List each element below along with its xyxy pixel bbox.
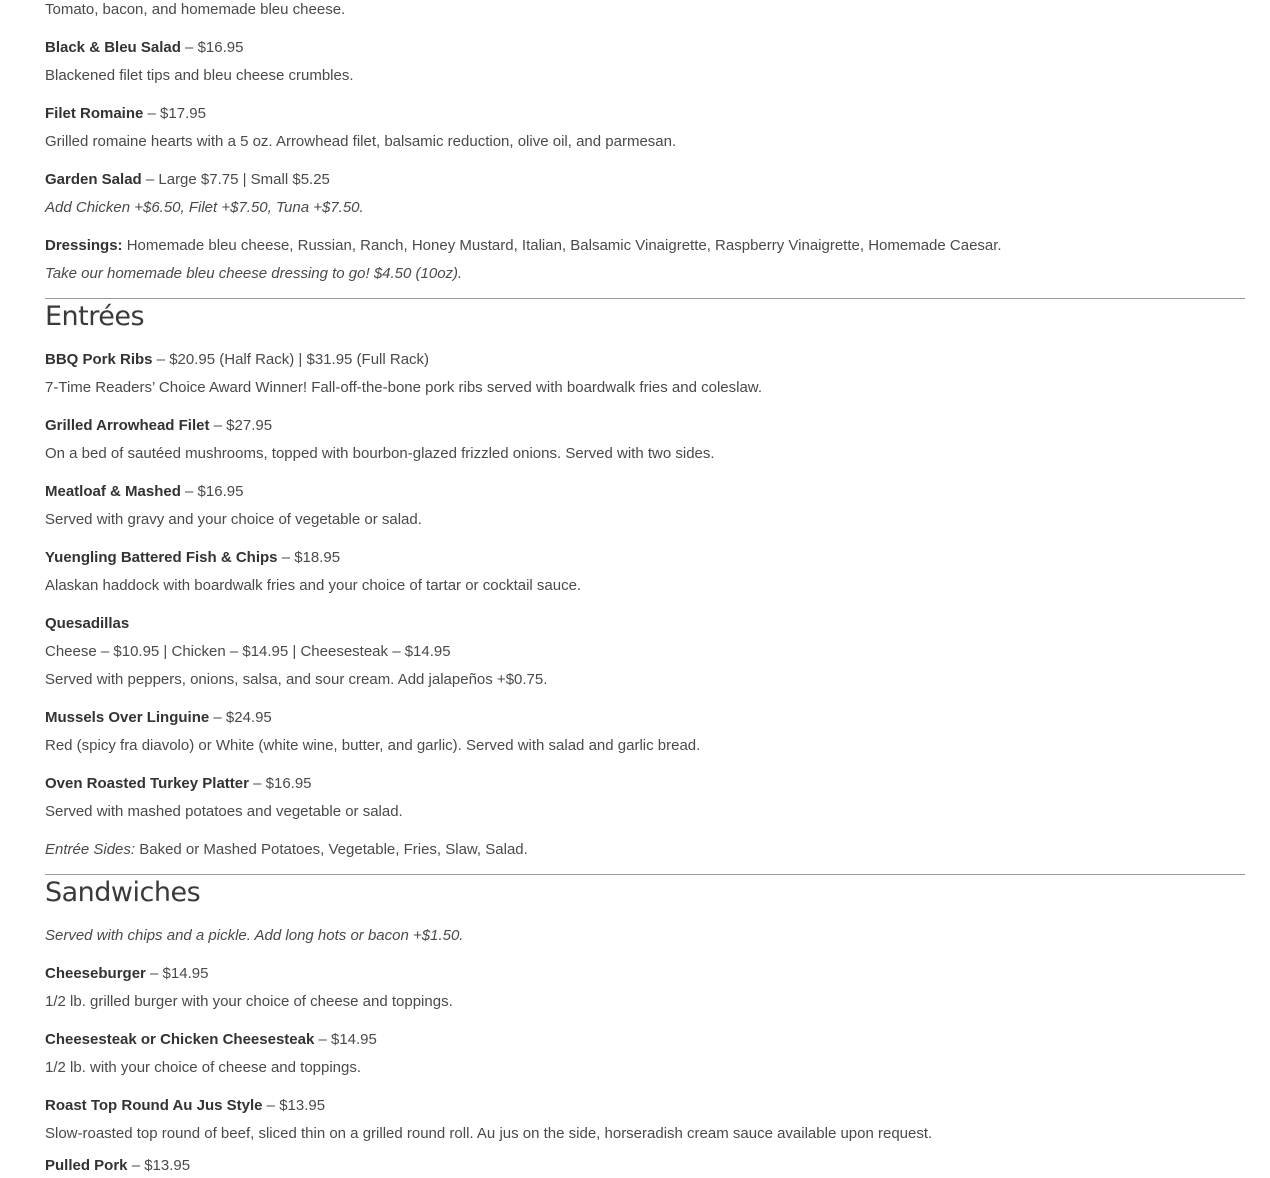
item-price: – $27.95 xyxy=(209,417,273,434)
item-price: – $24.95 xyxy=(209,709,272,726)
dressing-to-go-note: Take our homemade bleu cheese dressing to go! $4.50 (10oz). xyxy=(45,265,463,282)
menu-item-garden-salad xyxy=(45,170,330,190)
item-price: – $13.95 xyxy=(262,1097,326,1114)
section-title-entrees: Entrées xyxy=(45,301,145,332)
item-price: – $18.95 xyxy=(277,549,341,566)
item-name: Black & Bleu Salad xyxy=(45,39,181,56)
section-divider xyxy=(45,298,1245,299)
menu-item-bbq-pork-ribs xyxy=(45,350,429,370)
item-desc: Served with mashed potatoes and vegetable or salad. xyxy=(45,803,403,820)
menu-item-turkey-platter xyxy=(45,774,312,794)
item-name: Meatloaf & Mashed xyxy=(45,483,181,500)
menu-item-fish-chips xyxy=(45,548,340,568)
item-name: Filet Romaine xyxy=(45,105,144,122)
section-title-sandwiches: Sandwiches xyxy=(45,877,201,908)
item-desc: Alaskan haddock with boardwalk fries and your choice of tartar or cocktail sauce. xyxy=(45,577,582,594)
dressings-line xyxy=(45,236,1002,256)
item-name: Grilled Arrowhead Filet xyxy=(45,417,210,434)
item-desc: 1/2 lb. with your choice of cheese and toppings. xyxy=(45,1059,362,1076)
item-name: Oven Roasted Turkey Platter xyxy=(45,775,249,792)
menu-item-filet-romaine xyxy=(45,104,206,124)
item-desc: Red (spicy fra diavolo) or White (white wine, butter, and garlic). Served with salad and garlic bread. xyxy=(45,737,701,754)
item-name: Yuengling Battered Fish & Chips xyxy=(45,549,278,566)
dressings-list: Homemade bleu cheese, Russian, Ranch, Honey Mustard, Italian, Balsamic Vinaigrette, Raspberry Vinaigrette, Homemade Caesar. xyxy=(122,237,1002,254)
item-name: Pulled Pork xyxy=(45,1157,128,1174)
menu-item-grilled-arrowhead-filet xyxy=(45,416,272,436)
item-price: – $14.95 xyxy=(145,965,209,982)
item-name: BBQ Pork Ribs xyxy=(45,351,153,368)
menu-item-pulled-pork xyxy=(45,1156,190,1176)
item-desc: Grilled romaine hearts with a 5 oz. Arrowhead filet, balsamic reduction, olive oil, and parmesan. xyxy=(45,133,677,150)
dressings-label: Dressings: xyxy=(45,237,123,254)
entree-sides-list: Baked or Mashed Potatoes, Vegetable, Fries, Slaw, Salad. xyxy=(135,841,528,858)
item-addons: Add Chicken +$6.50, Filet +$7.50, Tuna +$7.50. xyxy=(45,199,364,216)
item-desc: Served with gravy and your choice of vegetable or salad. xyxy=(45,511,422,528)
item-name: Cheeseburger xyxy=(45,965,146,982)
item-price: – $14.95 xyxy=(314,1031,377,1048)
item-name: Mussels Over Linguine xyxy=(45,709,210,726)
item-price: – $16.95 xyxy=(248,775,312,792)
item-price: – $16.95 xyxy=(180,39,244,56)
item-prices: Cheese – $10.95 | Chicken – $14.95 | Cheesesteak – $14.95 xyxy=(45,643,451,660)
menu-item-cheesesteak xyxy=(45,1030,377,1050)
menu-item-mussels xyxy=(45,708,272,728)
item-name: Roast Top Round Au Jus Style xyxy=(45,1097,263,1114)
item-name: Garden Salad xyxy=(45,171,142,188)
item-price: – Large $7.75 | Small $5.25 xyxy=(141,171,330,188)
menu-item-meatloaf xyxy=(45,482,243,502)
entree-sides-line xyxy=(45,840,528,860)
item-desc: 7-Time Readers’ Choice Award Winner! Fall-off-the-bone pork ribs served with boardwalk fries and coleslaw. xyxy=(45,379,762,396)
item-desc: 1/2 lb. grilled burger with your choice of cheese and toppings. xyxy=(45,993,453,1010)
item-desc: On a bed of sautéed mushrooms, topped with bourbon-glazed frizzled onions. Served with two sides. xyxy=(45,445,715,462)
sandwiches-note: Served with chips and a pickle. Add long hots or bacon +$1.50. xyxy=(45,927,464,944)
menu-item-roast-top-round xyxy=(45,1096,325,1116)
item-price: – $17.95 xyxy=(143,105,206,122)
menu-item-cheeseburger xyxy=(45,964,208,984)
item-price: – $13.95 xyxy=(127,1157,191,1174)
item-desc: Tomato, bacon, and homemade bleu cheese. xyxy=(45,1,346,18)
menu-item-black-bleu-salad xyxy=(45,38,243,58)
item-price: – $16.95 xyxy=(180,483,244,500)
item-desc: Blackened filet tips and bleu cheese crumbles. xyxy=(45,67,354,84)
section-divider xyxy=(45,874,1245,875)
item-price: – $20.95 (Half Rack) | $31.95 (Full Rack) xyxy=(152,351,430,368)
item-desc: Slow-roasted top round of beef, sliced thin on a grilled round roll. Au jus on the side, horseradish cream sauce available upon request. xyxy=(45,1125,933,1142)
item-desc: Served with peppers, onions, salsa, and sour cream. Add jalapeños +$0.75. xyxy=(45,671,548,688)
entree-sides-label: Entrée Sides: xyxy=(45,841,136,858)
item-name: Cheesesteak or Chicken Cheesesteak xyxy=(45,1031,315,1048)
menu-item-quesadillas: Quesadillas xyxy=(45,615,130,632)
